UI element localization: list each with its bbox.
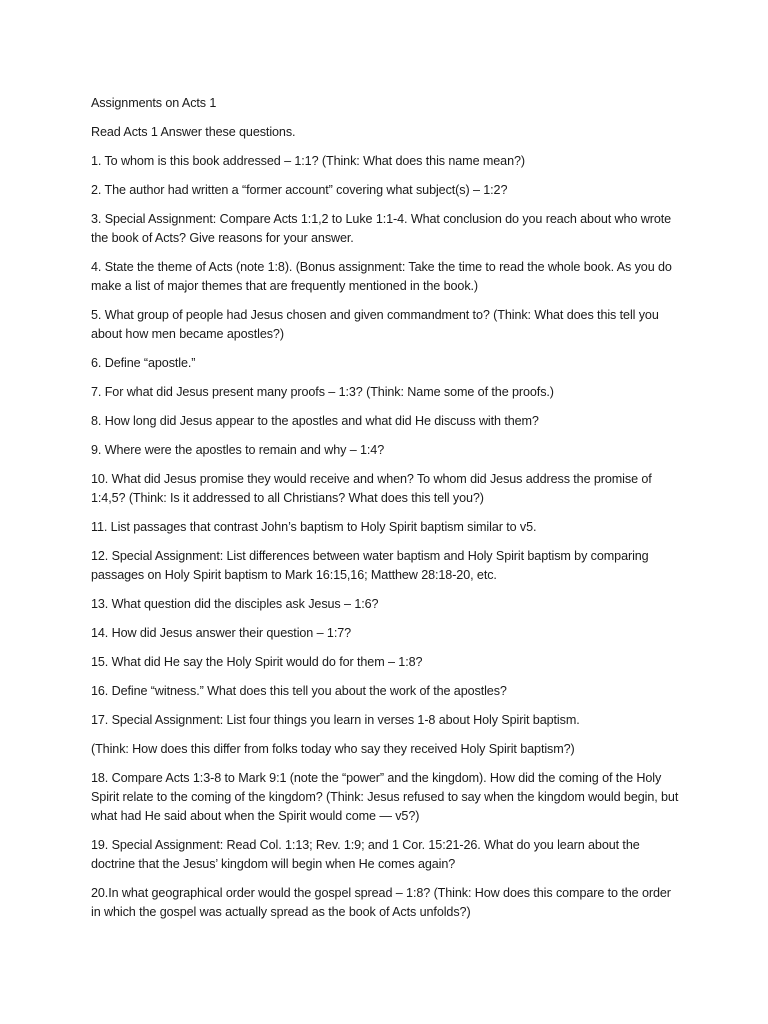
question-9: 9. Where were the apostles to remain and why – 1:4? <box>91 443 385 457</box>
question-6: 6. Define “apostle.” <box>91 356 196 370</box>
document-title: Assignments on Acts 1 <box>91 96 217 110</box>
question-15: 15. What did He say the Holy Spirit would do for them – 1:8? <box>91 655 423 669</box>
question-20: 20.In what geographical order would the gospel spread – 1:8? (Think: How does this compare to the order in which the gospel was actually spread as the book of Acts unfolds?) <box>91 886 675 919</box>
document-body <box>91 94 681 932</box>
document-intro: Read Acts 1 Answer these questions. <box>91 125 296 139</box>
question-8: 8. How long did Jesus appear to the apostles and what did He discuss with them? <box>91 414 539 428</box>
question-2: 2. The author had written a “former account” covering what subject(s) – 1:2? <box>91 183 508 197</box>
question-10: 10. What did Jesus promise they would receive and when? To whom did Jesus address the promise of 1:4,5? (Think: Is it addressed to all Christians? What does this tell you?) <box>91 472 656 505</box>
question-4: 4. State the theme of Acts (note 1:8). (Bonus assignment: Take the time to read the whole book. As you do make a list of major themes that are frequently mentioned in the book.) <box>91 260 676 293</box>
question-17-think-note: (Think: How does this differ from folks today who say they received Holy Spirit baptism?) <box>91 742 575 756</box>
question-13: 13. What question did the disciples ask Jesus – 1:6? <box>91 597 379 611</box>
question-11: 11. List passages that contrast John’s baptism to Holy Spirit baptism similar to v5. <box>91 520 537 534</box>
question-14: 14. How did Jesus answer their question – 1:7? <box>91 626 352 640</box>
question-5: 5. What group of people had Jesus chosen and given commandment to? (Think: What does this tell you about how men became apostles?) <box>91 308 663 341</box>
question-7: 7. For what did Jesus present many proofs – 1:3? (Think: Name some of the proofs.) <box>91 385 554 399</box>
question-19: 19. Special Assignment: Read Col. 1:13; Rev. 1:9; and 1 Cor. 15:21-26. What do you learn about the doctrine that the Jesus’ kingdom will begin when He comes again? <box>91 838 644 871</box>
question-18: 18. Compare Acts 1:3-8 to Mark 9:1 (note the “power” and the kingdom). How did the coming of the Holy Spirit relate to the coming of the kingdom? (Think: Jesus refused to say when the kingdom would begin, but what had He said about when the Spirit would come — v5?) <box>91 771 682 823</box>
question-17: 17. Special Assignment: List four things you learn in verses 1-8 about Holy Spirit baptism. <box>91 713 580 727</box>
question-3: 3. Special Assignment: Compare Acts 1:1,2 to Luke 1:1-4. What conclusion do you reach about who wrote the book of Acts? Give reasons for your answer. <box>91 212 675 245</box>
question-12: 12. Special Assignment: List differences between water baptism and Holy Spirit baptism by comparing passages on Holy Spirit baptism to Mark 16:15,16; Matthew 28:18-20, etc. <box>91 549 652 582</box>
question-16: 16. Define “witness.” What does this tell you about the work of the apostles? <box>91 684 507 698</box>
question-1: 1. To whom is this book addressed – 1:1? (Think: What does this name mean?) <box>91 154 525 168</box>
